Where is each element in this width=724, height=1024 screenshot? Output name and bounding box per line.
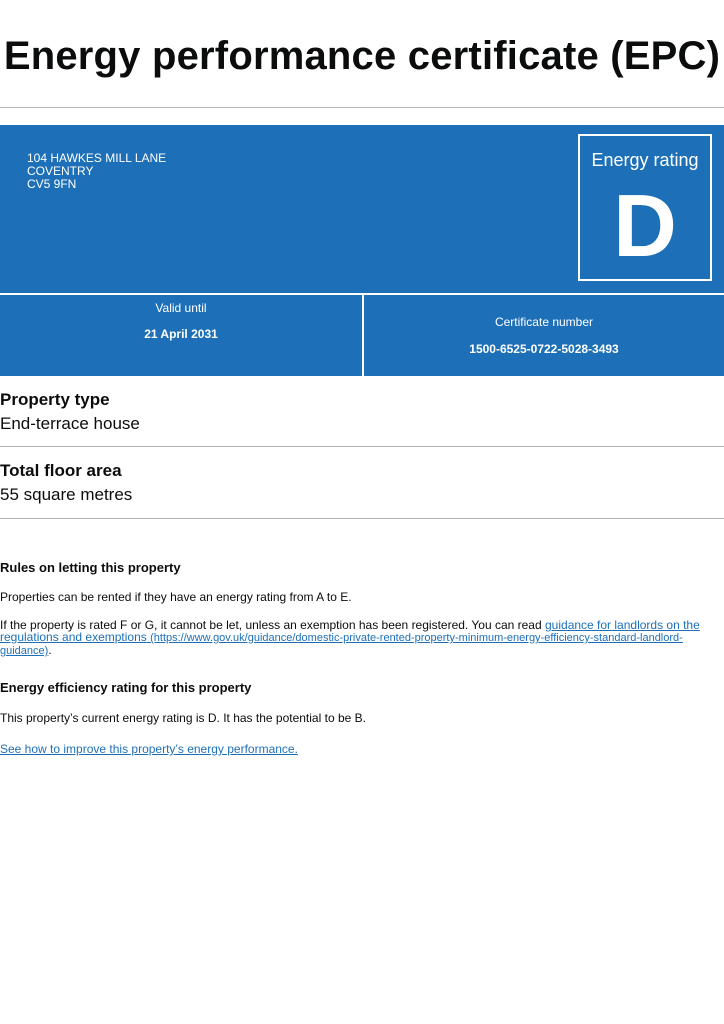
- address-line-1: 104 HAWKES MILL LANE: [27, 151, 167, 165]
- summary-divider: [0, 446, 724, 447]
- letting-rules-paragraph: Properties can be rented if they have an energy rating from A to E.: [0, 590, 352, 604]
- improve-performance-link-wrap: [0, 743, 720, 755]
- exemption-text-end: .: [48, 643, 52, 657]
- certificate-number-value: 1500-6525-0722-5028-3493: [469, 342, 619, 356]
- summary-divider: [0, 518, 724, 519]
- efficiency-rating-heading: Energy efficiency rating for this property: [0, 680, 252, 695]
- letting-rules-heading: Rules on letting this property: [0, 560, 181, 575]
- energy-rating-letter: D: [613, 176, 677, 275]
- exemption-text: If the property is rated F or G, it cannot be let, unless an exemption has been registered. You can read: [0, 618, 545, 632]
- landlord-guidance-link-line-2: regulations and exemptions: [0, 630, 147, 644]
- exemption-paragraph: [0, 619, 720, 657]
- valid-until-date: 21 April 2031: [144, 327, 218, 341]
- efficiency-rating-paragraph: This property’s current energy rating is D. It has the potential to be B.: [0, 711, 366, 725]
- valid-until-cell: [0, 295, 362, 376]
- energy-rating-label: Energy rating: [591, 150, 699, 170]
- page-title: Energy performance certificate (EPC): [3, 34, 721, 78]
- certificate-number-label: Certificate number: [494, 315, 594, 329]
- property-address: [27, 152, 166, 191]
- certificate-number-cell: [364, 295, 724, 376]
- title-divider: [0, 107, 724, 108]
- energy-rating-box: [578, 134, 712, 281]
- property-type-heading: Property type: [0, 390, 110, 409]
- landlord-guidance-url: (https://www.gov.uk/guidance/domestic-private-rented-property-minimum-energy-efficiency-standard-landlord-guidance): [0, 632, 683, 657]
- landlord-guidance-link-line-1: guidance for landlords on the: [545, 618, 700, 632]
- floor-area-value: 55 square metres: [0, 485, 133, 504]
- address-line-2: COVENTRY: [27, 164, 94, 178]
- floor-area-heading: Total floor area: [0, 461, 122, 480]
- property-type-value: End-terrace house: [0, 414, 140, 433]
- certificate-header-panel: [0, 125, 724, 293]
- valid-until-label: Valid until: [155, 301, 207, 315]
- improve-performance-link[interactable]: See how to improve this property’s energy performance.: [0, 742, 298, 756]
- address-postcode: CV5 9FN: [27, 177, 77, 191]
